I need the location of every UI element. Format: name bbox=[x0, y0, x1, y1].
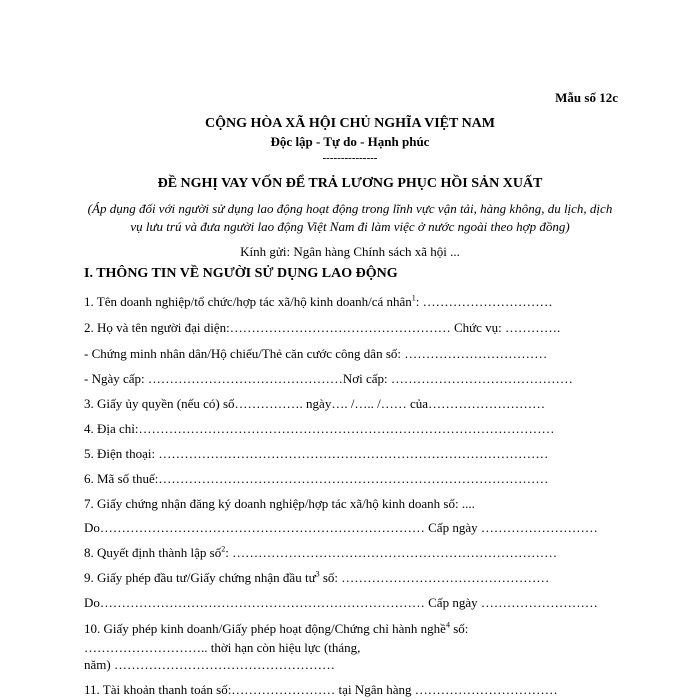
field-label: 9. Giấy phép đầu tư/Giấy chứng nhận đầu tư bbox=[84, 570, 316, 585]
field-fill: : ………………………………………………………………… bbox=[225, 545, 558, 560]
footnote-ref: 3 bbox=[315, 569, 320, 579]
footnote-ref: 1 bbox=[411, 293, 416, 303]
field-business-name bbox=[84, 294, 553, 310]
nation-heading: CỘNG HÒA XÃ HỘI CHỦ NGHĨA VIỆT NAM bbox=[204, 116, 495, 131]
section-heading: I. THÔNG TIN VỀ NGƯỜI SỬ DỤNG LAO ĐỘNG bbox=[84, 266, 398, 281]
field-investment-license bbox=[84, 570, 549, 586]
field-establishment-decision bbox=[84, 545, 557, 561]
field-representative: 2. Họ và tên người đại diện:…………………………………………… Chức vụ: …………. bbox=[84, 320, 561, 335]
document-title: ĐỀ NGHỊ VAY VỐN ĐỂ TRẢ LƯƠNG PHỤC HỒI SẢN XUẤT bbox=[157, 176, 543, 191]
field-license-validity: ……………………….. thời hạn còn hiệu lực (tháng, bbox=[84, 640, 361, 655]
field-id-number: - Chứng minh nhân dân/Hộ chiếu/Thẻ căn cước công dân số: …………………………… bbox=[84, 346, 548, 361]
field-label: 10. Giấy phép kinh doanh/Giấy phép hoạt động/Chứng chỉ hành nghề bbox=[84, 621, 446, 636]
field-authorization: 3. Giấy ủy quyền (nếu có) số……………. ngày…. /….. /…… của……………………… bbox=[84, 396, 546, 411]
recipient-line: Kính gửi: Ngân hàng Chính sách xã hội ... bbox=[240, 244, 460, 259]
field-tax-code: 6. Mã số thuế:……………………………………………………………………………… bbox=[84, 471, 549, 486]
field-fill: số: bbox=[449, 621, 469, 636]
separator: --------------- bbox=[322, 152, 378, 164]
footnote-ref: 4 bbox=[445, 620, 450, 630]
field-fill: số: ………………………………………… bbox=[319, 570, 550, 585]
field-registration-issuer: Do………………………………………………………………… Cấp ngày ……………………… bbox=[84, 520, 598, 535]
form-number: Mẫu số 12c bbox=[555, 90, 618, 105]
field-label: 8. Quyết định thành lập số bbox=[84, 545, 222, 560]
field-business-license bbox=[84, 621, 468, 637]
field-address: 4. Địa chỉ:…………………………………………………………………………………… bbox=[84, 421, 555, 436]
field-payment-account: 11. Tài khoản thanh toán số:…………………… tại Ngân hàng …………………………… bbox=[84, 682, 558, 697]
footnote-ref: 2 bbox=[221, 544, 226, 554]
field-phone: 5. Điện thoại: ……………………………………………………………………………… bbox=[84, 446, 549, 461]
document-subtitle: (Áp dụng đối với người sử dụng lao động hoạt động trong lĩnh vực vận tải, hàng không, du lịch, dịch vụ lưu trú và đưa người lao động Việt Nam đi làm việc ở nước ngoài theo hợp đồng) bbox=[87, 201, 613, 234]
field-fill: : ………………………… bbox=[415, 294, 553, 309]
field-registration-cert: 7. Giấy chứng nhận đăng ký doanh nghiệp/hợp tác xã/hộ kinh doanh số: .... bbox=[84, 496, 475, 511]
motto: Độc lập - Tự do - Hạnh phúc bbox=[270, 134, 430, 149]
field-investment-issuer: Do………………………………………………………………… Cấp ngày ……………………… bbox=[84, 595, 598, 610]
field-label: 1. Tên doanh nghiệp/tổ chức/hợp tác xã/hộ kinh doanh/cá nhân bbox=[84, 294, 412, 309]
field-license-validity-year: năm) …………………………………………… bbox=[84, 657, 335, 672]
field-issue-date: - Ngày cấp: ………………………………………Nơi cấp: …………………………………… bbox=[84, 371, 573, 386]
